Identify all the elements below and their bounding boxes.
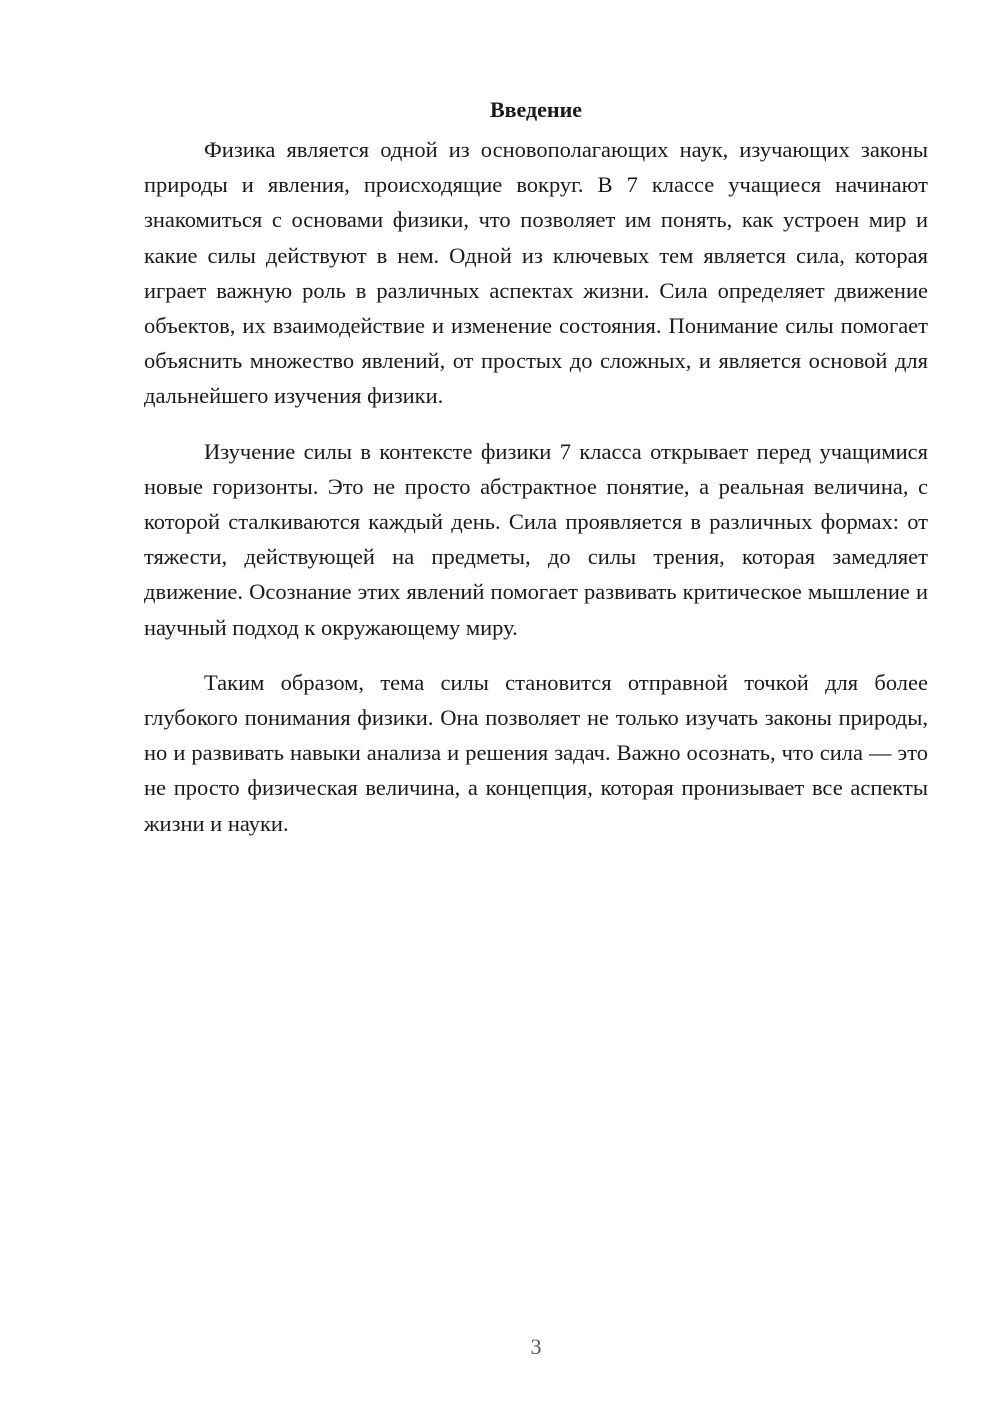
page-number: 3 <box>530 1334 542 1359</box>
paragraph-1: Физика является одной из основополагающих наук, изучающих законы природы и явления, происходящие вокруг. В 7 классе учащиеся начинают знакомиться с основами физики, что позволяет им понять, как устроен мир и какие силы действуют в нем. Одной из ключевых тем является сила, которая играет важную роль в различных аспектах жизни. Сила определяет движение объектов, их взаимодействие и изменение состояния. Понимание силы помогает объяснить множество явлений, от простых до сложных, и является основой для дальнейшего изучения физики. <box>144 137 928 409</box>
page-content <box>144 92 928 861</box>
section-title: Введение <box>489 97 583 122</box>
paragraph-2: Изучение силы в контексте физики 7 класса открывает перед учащимися новые горизонты. Это не просто абстрактное понятие, а реальная величина, с которой сталкиваются каждый день. Сила проявляется в различных формах: от тяжести, действующей на предметы, до силы трения, которая замедляет движение. Осознание этих явлений помогает развивать критическое мышление и научный подход к окружающему миру. <box>144 438 928 640</box>
paragraph-3: Таким образом, тема силы становится отправной точкой для более глубокого понимания физики. Она позволяет не только изучать законы природы, но и развивать навыки анализа и решения задач. Важно осознать, что сила — это не просто физическая величина, а концепция, которая пронизывает все аспекты жизни и науки. <box>144 669 928 836</box>
